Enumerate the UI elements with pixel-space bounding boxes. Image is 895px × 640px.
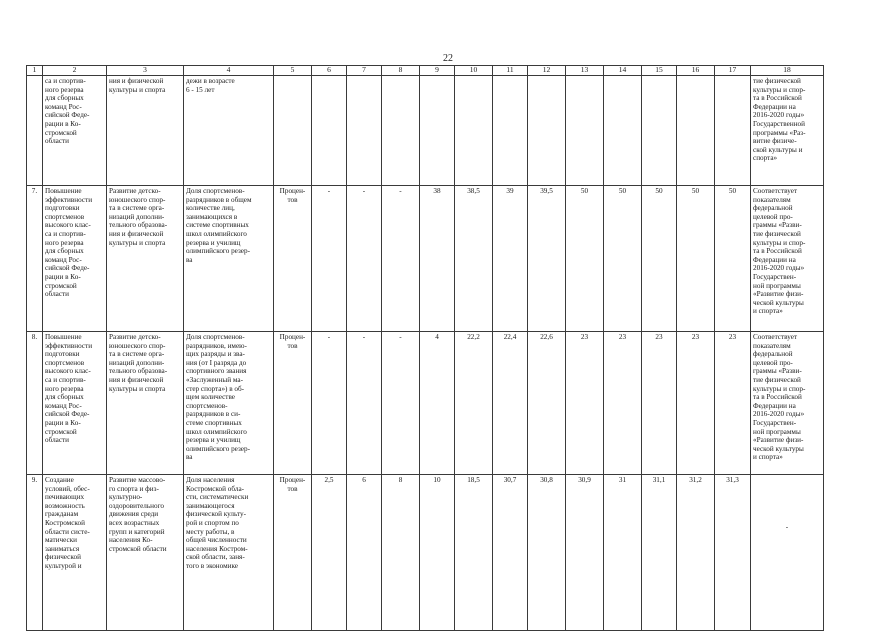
value-cell-text: - bbox=[399, 187, 402, 195]
value-cell-text: 30,8 bbox=[540, 476, 553, 484]
value-cell-text: 22,4 bbox=[503, 333, 517, 341]
value-cell bbox=[715, 76, 751, 186]
column-header: 13 bbox=[566, 66, 604, 76]
value-cell-text: - bbox=[327, 187, 331, 195]
value-cell bbox=[420, 76, 455, 186]
value-cell bbox=[604, 475, 642, 631]
task-cell-text: Развитие детско- юношеского спор- та в системе орга- низаций дополни- тельного образова- ния и физической культуры и спорта bbox=[109, 187, 168, 247]
indicator-cell-text: Доля населения Костромской обла- сти, систематически занимающегося физической культу- рой и спортом по месту работы, в общей численности населения Костром- ской области, заня- того в экономике bbox=[186, 476, 249, 570]
task-cell bbox=[107, 475, 184, 631]
value-cell bbox=[715, 186, 751, 332]
page-number: 22 bbox=[443, 53, 453, 64]
table-row bbox=[27, 332, 824, 475]
value-cell bbox=[677, 76, 715, 186]
value-cell bbox=[347, 332, 382, 475]
unit-cell bbox=[274, 332, 312, 475]
column-header: 8 bbox=[382, 66, 420, 76]
value-cell bbox=[715, 475, 751, 631]
value-cell bbox=[493, 475, 528, 631]
column-header: 6 bbox=[312, 66, 347, 76]
compliance-cell-text: Соответствует показателям федеральной целевой про- граммы «Разви- тие физической культуры и спор- та в Российской Федерации на 2016-2020 годы» Государствен- ной программы «Развитие физи- ческой культуры и спорта» bbox=[753, 333, 806, 462]
value-cell-text: 22,6 bbox=[540, 333, 553, 341]
unit-cell bbox=[274, 76, 312, 186]
value-cell bbox=[347, 76, 382, 186]
value-cell bbox=[312, 332, 347, 475]
value-cell bbox=[347, 475, 382, 631]
table-row bbox=[27, 475, 824, 631]
column-header: 3 bbox=[107, 66, 184, 76]
table-row bbox=[27, 76, 824, 186]
value-cell bbox=[677, 332, 715, 475]
compliance-cell bbox=[751, 76, 824, 186]
value-cell bbox=[312, 186, 347, 332]
value-cell-text: 23 bbox=[655, 333, 663, 341]
value-cell bbox=[455, 332, 493, 475]
value-cell-text: 31,2 bbox=[689, 476, 702, 484]
value-cell-text: 50 bbox=[728, 187, 737, 195]
value-cell bbox=[566, 332, 604, 475]
task-cell-text: Развитие детско- юношеского спор- та в системе орга- низаций дополни- тельного образова- ния и физической культуры и спорта bbox=[109, 333, 168, 393]
unit-cell-text: Процен- тов bbox=[279, 187, 306, 204]
value-cell bbox=[455, 186, 493, 332]
value-cell-text: 38,5 bbox=[467, 187, 480, 195]
value-cell bbox=[382, 186, 420, 332]
value-cell bbox=[604, 76, 642, 186]
value-cell bbox=[642, 475, 677, 631]
indicator-cell bbox=[184, 76, 274, 186]
value-cell bbox=[382, 76, 420, 186]
value-cell bbox=[420, 186, 455, 332]
value-cell-text: 39,5 bbox=[540, 187, 553, 195]
column-header: 2 bbox=[43, 66, 107, 76]
column-header: 4 bbox=[184, 66, 274, 76]
row-number-cell bbox=[27, 76, 43, 186]
value-cell-text: 38 bbox=[433, 187, 441, 195]
column-header: 18 bbox=[751, 66, 824, 76]
value-cell bbox=[566, 76, 604, 186]
compliance-cell bbox=[751, 475, 824, 631]
value-cell-text: - bbox=[362, 187, 366, 195]
compliance-cell bbox=[751, 332, 824, 475]
task-cell bbox=[107, 76, 184, 186]
value-cell bbox=[566, 475, 604, 631]
value-cell bbox=[715, 332, 751, 475]
value-cell-text: 6 bbox=[362, 476, 366, 484]
value-cell-text: 22,2 bbox=[467, 333, 480, 341]
value-cell bbox=[677, 186, 715, 332]
value-cell bbox=[493, 76, 528, 186]
goal-cell bbox=[43, 76, 107, 186]
indicator-cell-text: Доля спортсменов- разрядников в общем количестве лиц, занимающихся в системе спортивных школ олимпийского резерва и училищ олимпийского резер- ва bbox=[186, 187, 252, 264]
value-cell-text: 31,1 bbox=[652, 476, 666, 484]
goal-cell-text: са и спортив- ного резерва для сборных команд Рос- сийской Феде- рации в Ко- стромской области bbox=[45, 77, 90, 146]
task-cell bbox=[107, 332, 184, 475]
value-cell-text: 31 bbox=[618, 476, 627, 484]
value-cell bbox=[604, 186, 642, 332]
goal-cell-text: Создание условий, обес- печивающих возможность гражданам Костромской области систе- матически заниматься физической культурой и bbox=[45, 476, 90, 570]
row-number-cell bbox=[27, 475, 43, 631]
row-number-cell-text: 8. bbox=[31, 333, 38, 341]
unit-cell bbox=[274, 475, 312, 631]
value-cell bbox=[677, 475, 715, 631]
value-cell bbox=[642, 332, 677, 475]
compliance-cell bbox=[751, 186, 824, 332]
goal-cell bbox=[43, 186, 107, 332]
value-cell-text: 50 bbox=[580, 187, 589, 195]
row-number-cell-text: 9. bbox=[31, 476, 38, 484]
value-cell bbox=[528, 332, 566, 475]
value-cell-text: 23 bbox=[691, 333, 700, 341]
value-cell-text: 23 bbox=[580, 333, 589, 341]
value-cell-text: - bbox=[327, 333, 331, 341]
compliance-cell-text: Соответствует показателям федеральной целевой про- граммы «Разви- тие физической культуры и спор- та в Российской Федерации на 2016-2020 годы» Государствен- ной программы «Развитие физи- ческой культуры и спорта» bbox=[753, 187, 806, 316]
goal-cell-text: Повышение эффективности подготовки спортсменов высокого клас- са и спортив- ного резерва для сборных команд Рос- сийской Феде- рации в Ко- стромской области bbox=[45, 333, 93, 445]
value-cell-text: 4 bbox=[435, 333, 439, 341]
column-header: 9 bbox=[420, 66, 455, 76]
unit-cell-text: Процен- тов bbox=[279, 333, 306, 350]
indicator-cell-text: Доля спортсменов- разрядников, имею- щих разряды и зва- ния (от I разряда до спортивного звания «Заслуженный ма- стер спорта») в об- щем количестве спортсменов- разрядников в си- стеме спортивных школ олимпийского резерва и училищ олимпийского резер- ва bbox=[186, 333, 250, 462]
value-cell-text: 2,5 bbox=[324, 476, 334, 484]
task-cell-text: Развитие массово- го спорта и физ- культурно- оздоровительного движения среди всех возрастных групп и категорий населения Ко- стромской области bbox=[109, 476, 167, 553]
value-cell bbox=[604, 332, 642, 475]
indicators-table bbox=[26, 65, 824, 631]
value-cell bbox=[382, 475, 420, 631]
value-cell-text: 50 bbox=[691, 187, 700, 195]
value-cell bbox=[528, 475, 566, 631]
indicator-cell-text: дежи в возрасте 6 - 15 лет bbox=[186, 77, 235, 94]
value-cell-text: 50 bbox=[618, 187, 627, 195]
value-cell bbox=[312, 475, 347, 631]
value-cell bbox=[566, 186, 604, 332]
indicator-cell bbox=[184, 332, 274, 475]
goal-cell-text: Повышение эффективности подготовки спортсменов высокого клас- са и спортив- ного резерва для сборных команд Рос- сийской Феде- рации в Ко- стромской области bbox=[45, 187, 93, 299]
column-header: 5 bbox=[274, 66, 312, 76]
task-cell bbox=[107, 186, 184, 332]
value-cell bbox=[528, 186, 566, 332]
column-header: 10 bbox=[455, 66, 493, 76]
value-cell bbox=[455, 475, 493, 631]
column-header: 17 bbox=[715, 66, 751, 76]
task-cell-text: ния и физической культуры и спорта bbox=[109, 77, 166, 94]
compliance-cell-text: тие физической культуры и спор- та в Российской Федерации на 2016-2020 годы» Государственной программы «Раз- витие физиче- ской культуры и спорта» bbox=[753, 77, 806, 163]
unit-cell-text: Процен- тов bbox=[279, 476, 306, 493]
value-cell-text: 31,3 bbox=[726, 476, 739, 484]
value-cell-text: 30,9 bbox=[578, 476, 591, 484]
row-number-cell-text: 7. bbox=[31, 187, 38, 195]
value-cell bbox=[642, 186, 677, 332]
value-cell-text: 50 bbox=[655, 187, 663, 195]
value-cell bbox=[382, 332, 420, 475]
value-cell bbox=[420, 332, 455, 475]
column-header: 16 bbox=[677, 66, 715, 76]
value-cell bbox=[493, 332, 528, 475]
value-cell bbox=[528, 76, 566, 186]
row-number-cell bbox=[27, 332, 43, 475]
value-cell-text: 8 bbox=[398, 476, 403, 484]
value-cell-text: 23 bbox=[618, 333, 627, 341]
goal-cell bbox=[43, 475, 107, 631]
indicator-cell bbox=[184, 186, 274, 332]
column-header: 1 bbox=[27, 66, 43, 76]
value-cell-text: 18,5 bbox=[467, 476, 480, 484]
column-header: 11 bbox=[493, 66, 528, 76]
value-cell-text: 10 bbox=[433, 476, 441, 484]
value-cell-text: - bbox=[362, 333, 366, 341]
value-cell bbox=[312, 76, 347, 186]
row-number-cell bbox=[27, 186, 43, 332]
column-header: 7 bbox=[347, 66, 382, 76]
column-header: 14 bbox=[604, 66, 642, 76]
value-cell-text: - bbox=[399, 333, 402, 341]
value-cell bbox=[455, 76, 493, 186]
indicator-cell bbox=[184, 475, 274, 631]
value-cell bbox=[642, 76, 677, 186]
value-cell bbox=[420, 475, 455, 631]
value-cell bbox=[493, 186, 528, 332]
goal-cell bbox=[43, 332, 107, 475]
value-cell-text: 39 bbox=[506, 187, 514, 195]
column-header: 15 bbox=[642, 66, 677, 76]
unit-cell bbox=[274, 186, 312, 332]
compliance-cell-text: - bbox=[785, 523, 789, 531]
header-row bbox=[27, 66, 824, 76]
value-cell-text: 23 bbox=[728, 333, 737, 341]
table-row bbox=[27, 186, 824, 332]
value-cell-text: 30,7 bbox=[503, 476, 517, 484]
column-header: 12 bbox=[528, 66, 566, 76]
value-cell bbox=[347, 186, 382, 332]
